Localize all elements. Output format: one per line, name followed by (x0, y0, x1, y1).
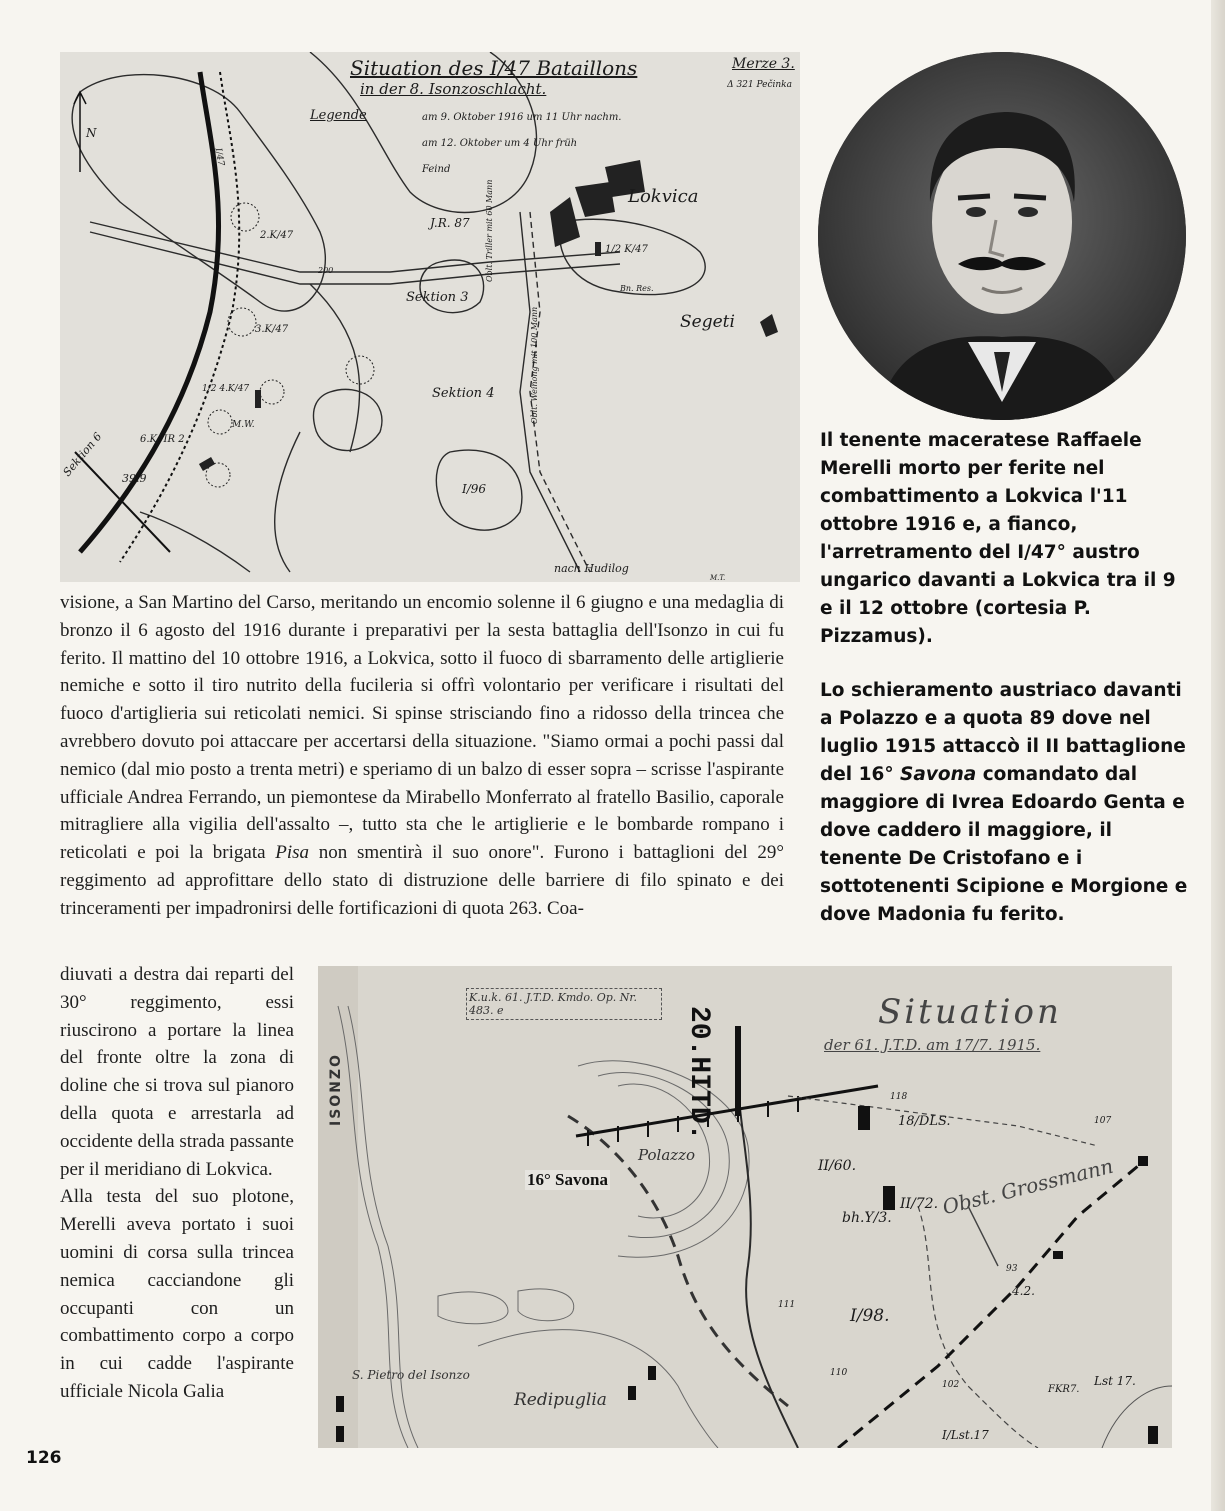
map-polazzo-unit-9: I/Lst.17 (942, 1428, 989, 1442)
map-lokvica-legend-label: Legende (310, 108, 367, 123)
map-polazzo-place-redipuglia: Redipuglia (514, 1390, 607, 1410)
map-polazzo-river: ISONZO (328, 1053, 344, 1126)
map-lokvica-label-sektion4: Sektion 4 (432, 386, 495, 401)
map-lokvica-label-res: Bn. Res. (620, 284, 654, 293)
map-polazzo-subtitle: der 61. J.T.D. am 17/7. 1915. (824, 1036, 1041, 1054)
map-polazzo-unit-3: bh.Y/3. (842, 1210, 892, 1226)
map-lokvica-label-3k: 3.K/47 (255, 324, 289, 335)
map-lokvica-label-i47: I/47 (212, 147, 226, 167)
map-lokvica-label-6k: 6.K/ IR 2 (140, 434, 185, 445)
caption-2-part1: Lo schieramento austriaco davanti a Polazzo e a quota 89 dove nel luglio 1915 attaccò il II battaglione del 16° (820, 680, 1186, 785)
page-binding-edge (1211, 0, 1225, 1511)
map-lokvica-north: N (86, 126, 97, 140)
map-lokvica-label-oblt2: Oblt. Weinong mit 100 Mann (530, 306, 539, 424)
map-lokvica-label-ir87: J.R. 87 (430, 216, 470, 230)
map-polazzo-grossmann: Obst. Grossmann (940, 1153, 1116, 1220)
map-lokvica-label-sektion6: Sektion 6 (60, 430, 105, 479)
body-narrow-paragraph-1: diuvati a destra dai reparti del 30° reggimento, essi riuscirono a portare la linea del fronte oltre la zona di doline che si trova sul pianoro della quota e arrestarla ad occidente della strada passante per il meridiano di Lokvica. (60, 964, 294, 1180)
map-lokvica (60, 52, 800, 582)
map-lokvica-label-h1: 39.9 (122, 472, 147, 485)
map-lokvica-initials: M.T. (710, 574, 726, 582)
map-lokvica-place-segeti: Segeti (680, 312, 735, 332)
map-lokvica-label-200: 200 (318, 266, 334, 275)
body-wide-a: visione, a San Martino del Carso, meritando un encomio solenne il 6 giugno e una medaglia di bronzo il 6 agosto del 1916 durante i preparativi per la sesta battaglia dell'Isonzo in cui fu ferito. Il mattino del 10 ottobre 1916, a Lokvica, sotto il fuoco di sbarramento delle artiglierie nemiche e sotto il tiro nutrito della fucileria si offrì volontario per verificare i risultati del fuoco d'artiglieria sui reticolati nemici. Si spinse strisciando fino a ridosso della trincea che avrebbero dovuto poi attaccare per accertarsi della situazione. "Siamo ormai a pochi passi dal nemico (dal mio posto a trenta metri) e speriamo di un balzo di esser sopra – scrisse l'aspirante ufficiale Andrea Ferrando, un piemontese da Mirabello Monferrato al fratello Basilio, caporale mitragliere alla vigilia dell'assalto –, tutto sta che le artiglierie e le bombarde rompano i reticolati e poi la brigata (60, 592, 784, 864)
map-lokvica-corner-label: Merze 3. (732, 56, 795, 72)
map-polazzo-unit-1: II/60. (818, 1158, 857, 1174)
map-polazzo-division: 20.HITD. (683, 1006, 714, 1141)
body-wide-b: non smentirà il suo onore". Furono i battaglioni del 29° reggimento ad approfittare dello stato di distruzione delle barriere di filo spinato e dei trinceramenti per impadronirsi delle fortificazioni di quota 263. Coa- (60, 842, 784, 919)
map-polazzo-quota-4: 111 (778, 1300, 796, 1310)
map-lokvica-corner-sub: Δ 321 Pečinka (727, 80, 792, 90)
map-polazzo-quota-3: 93 (1006, 1264, 1018, 1274)
map-lokvica-label-2k: 2.K/47 (260, 230, 294, 241)
map-lokvica-legend-1: am 9. Oktober 1916 um 11 Uhr nachm. (422, 112, 622, 123)
map-polazzo (318, 966, 1172, 1448)
map-polazzo-place-spietro: S. Pietro del Isonzo (352, 1368, 470, 1382)
map-polazzo-quota-5: 110 (830, 1368, 848, 1378)
map-polazzo-unit-2: II/72. (900, 1196, 939, 1212)
map-lokvica-label-sektion3: Sektion 3 (406, 290, 469, 305)
map-polazzo-stamp: K.u.k. 61. J.T.D. Kmdo. Op. Nr. 483. e (466, 988, 662, 1020)
map-polazzo-place-polazzo: Polazzo (638, 1146, 696, 1164)
caption-map-polazzo (820, 677, 1190, 929)
map-polazzo-savona-label: 16° Savona (527, 1170, 608, 1189)
map-polazzo-quota-6: 102 (942, 1380, 960, 1390)
map-lokvica-label-i96: I/96 (462, 482, 487, 496)
map-lokvica-label-nach: nach Hudilog (554, 562, 629, 575)
map-polazzo-unit-4: I/98. (850, 1306, 890, 1326)
map-lokvica-title-1: Situation des I/47 Bataillons (350, 56, 638, 80)
map-lokvica-label-oblt1: Oblt. Triller mit 60 Mann (485, 179, 494, 282)
body-narrow-paragraph-2: Alla testa del suo plotone, Merelli aveva portato i suoi uomini di corsa sulla trincea nemica cacciandone gli occupanti con un combattimento corpo a corpo in cui cadde l'aspirante ufficiale Nicola Galia (60, 1186, 294, 1402)
map-polazzo-title: Situation (878, 992, 1062, 1032)
map-polazzo-unit-6: FKR7. (1048, 1384, 1080, 1395)
map-lokvica-label-4k: 1/2 4.K/47 (202, 384, 250, 394)
caption-2-italic: Savona (900, 764, 977, 785)
map-lokvica-place-lokvica: Lokvica (628, 186, 699, 207)
map-polazzo-unit-7: 18/DLS. (898, 1114, 951, 1129)
body-text-wide (60, 589, 784, 923)
caption-portrait: Il tenente maceratese Raffaele Merelli morto per ferite nel combattimento a Lokvica l'11 ottobre 1916 e, a fianco, l'arretramento del I/47° austro ungarico davanti a Lokvica tra il 9 e il 12 ottobre (cortesia P. Pizzamus). (820, 430, 1176, 647)
portrait-photo (818, 52, 1186, 420)
map-lokvica-label-mw: M.W. (232, 420, 255, 430)
map-polazzo-unit-5: Lst 17. (1094, 1374, 1136, 1388)
map-lokvica-label-1k: 1/2 K/47 (605, 244, 648, 255)
map-lokvica-legend-3: Feind (422, 164, 451, 175)
map-polazzo-quota-2: 107 (1094, 1116, 1112, 1126)
body-text-narrow (60, 961, 294, 1406)
map-lokvica-legend-2: am 12. Oktober um 4 Uhr früh (422, 138, 578, 149)
page-number: 126 (26, 1448, 62, 1468)
portrait-merelli (818, 52, 1186, 420)
body-wide-italic: Pisa (275, 842, 310, 864)
map-lokvica-title-2: in der 8. Isonzoschlacht. (360, 80, 547, 98)
map-polazzo-unit-8: 4.2. (1012, 1284, 1035, 1298)
map-polazzo-quota-1: 118 (890, 1092, 908, 1102)
caption-2-part2: comandato dal maggiore di Ivrea Edoardo Genta e dove caddero il maggiore, il tenente De Cristofano e i sottotenenti Scipione e Morgione e dove Madonia fu ferito. (820, 764, 1188, 925)
